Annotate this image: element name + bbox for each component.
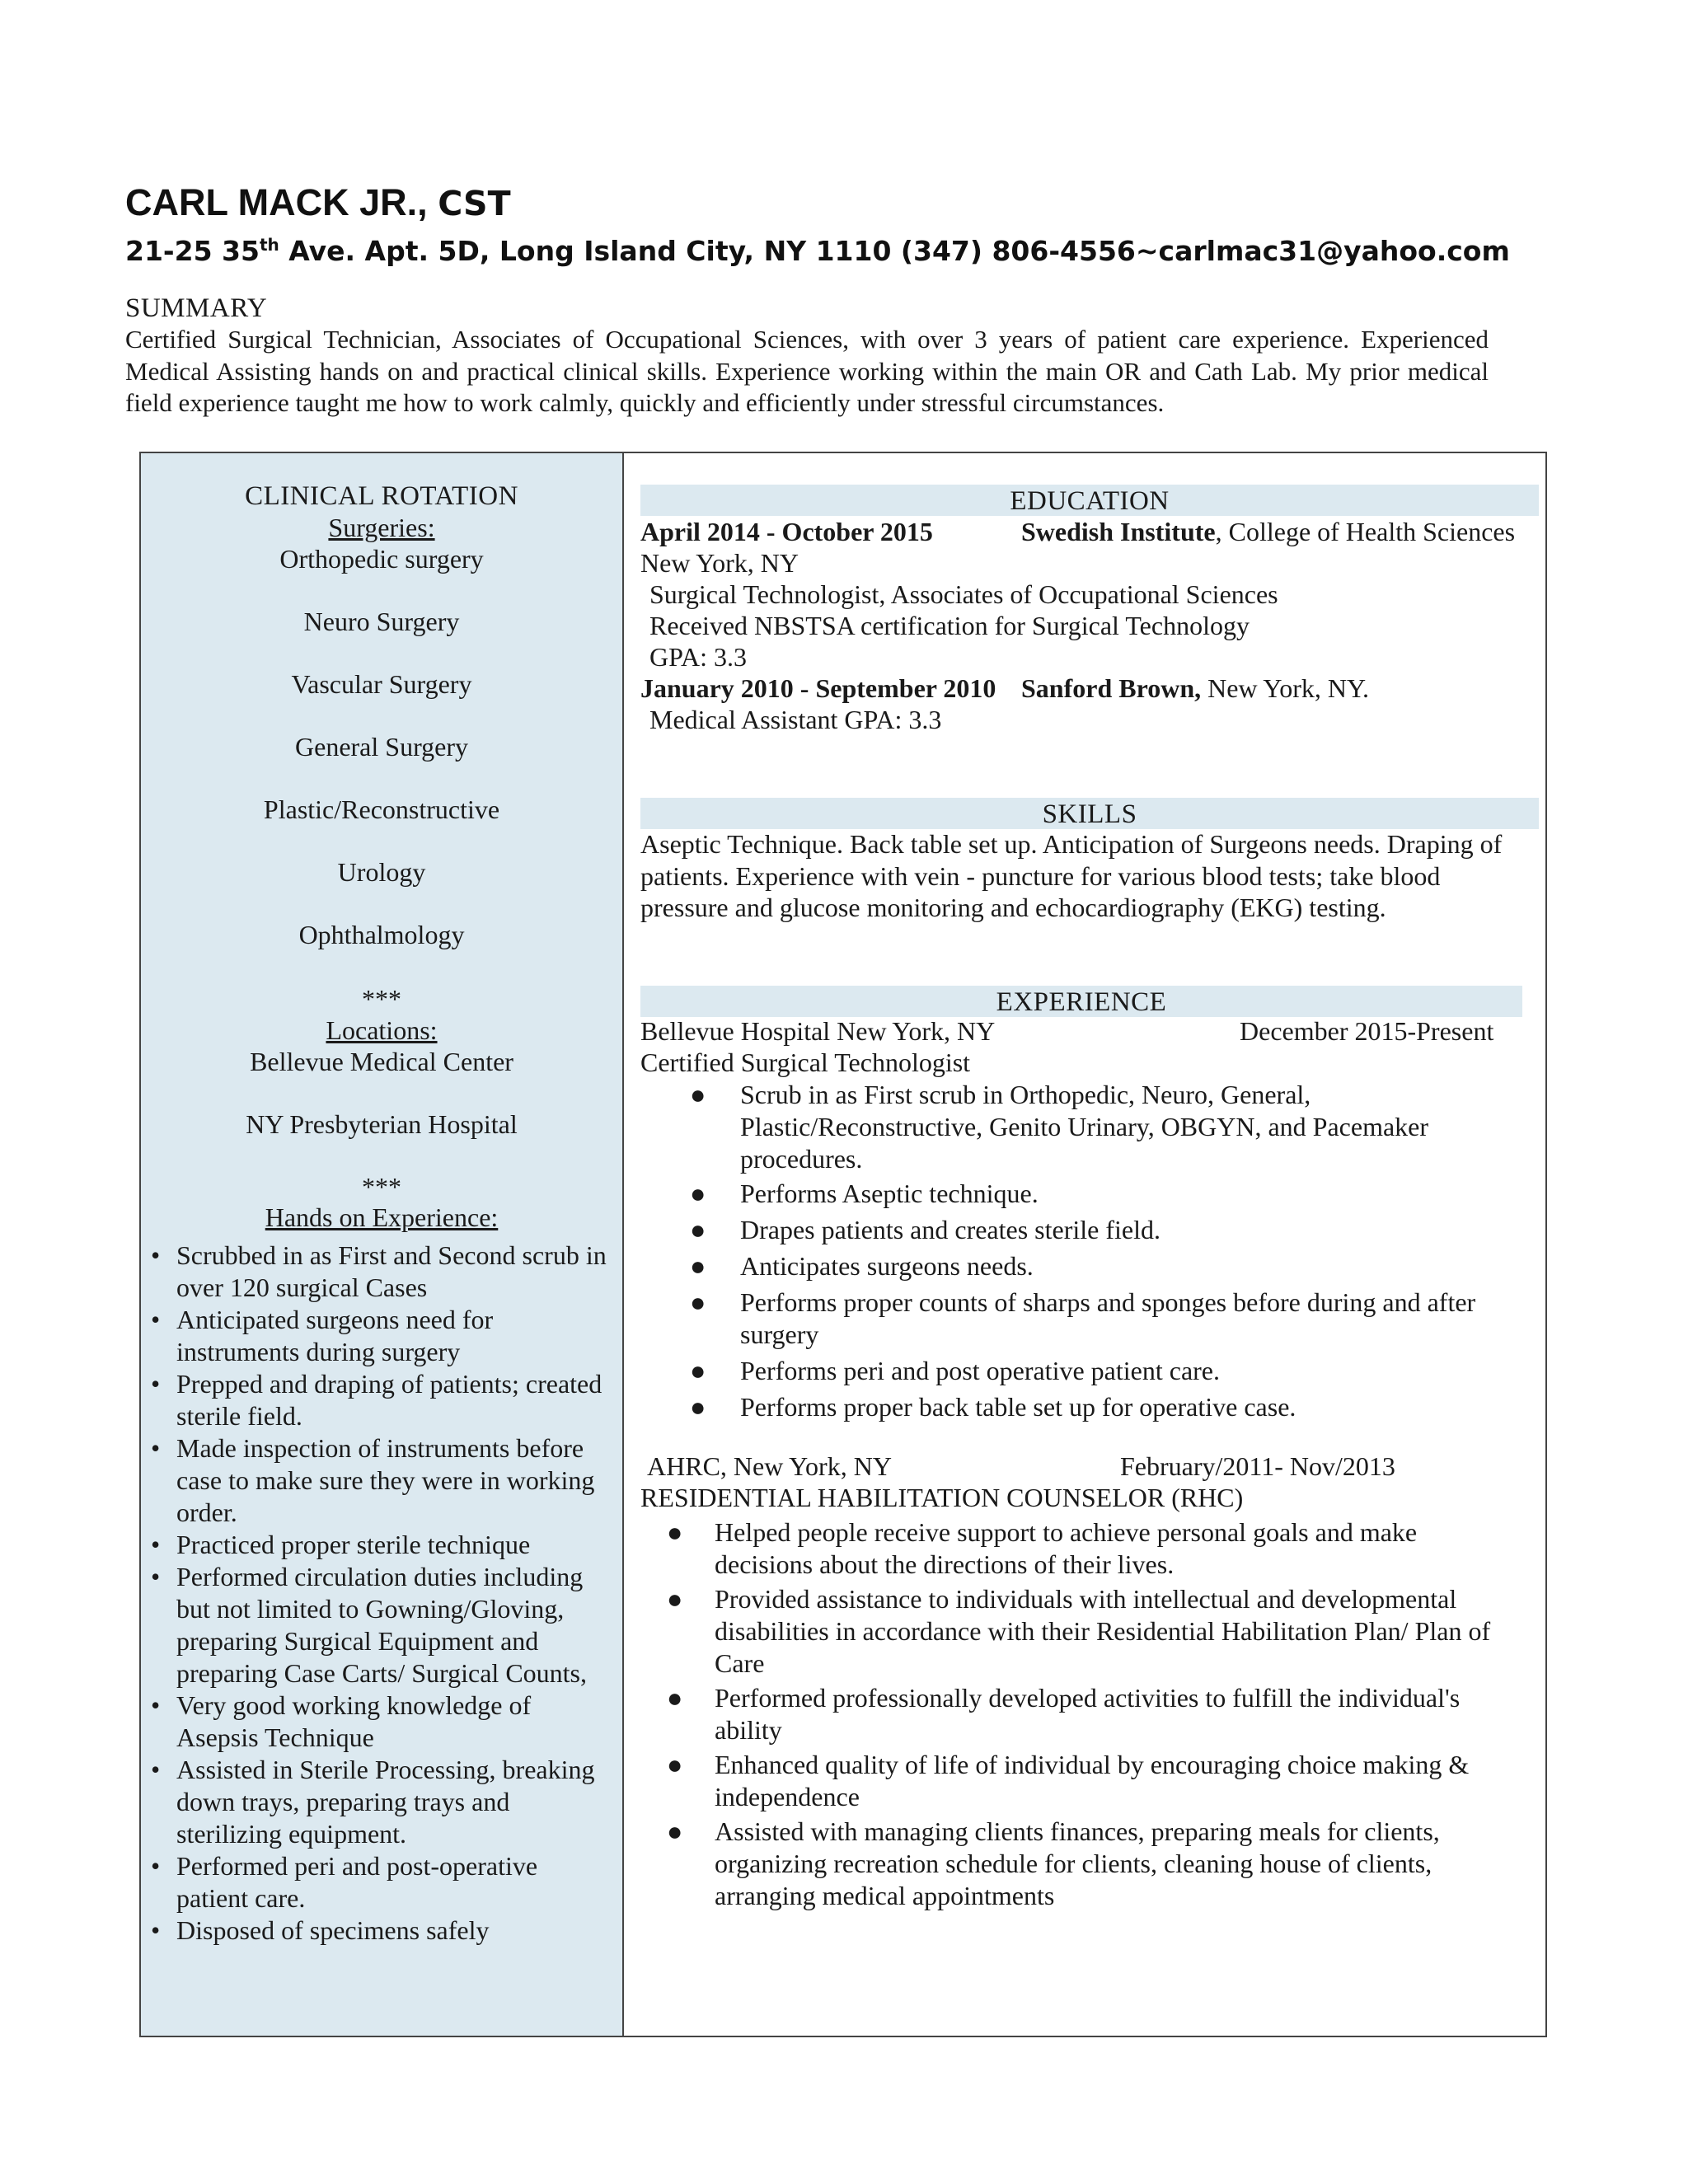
job2-dates: February/2011- Nov/2013 [1120, 1451, 1395, 1481]
education-school-1 [1021, 516, 1515, 548]
address-prefix: 21-25 35 [125, 235, 260, 267]
list-item: • Very good working knowledge of Asepsis Technique [149, 1690, 615, 1754]
bullet-icon: ● [690, 1251, 706, 1281]
education-line: Surgical Technologist, Associates of Occupational Sciences [649, 579, 1278, 609]
duty-text: Scrub in as First scrub in Orthopedic, Neuro, General, Plastic/Reconstructive, Genito Urinary, OBGYN, and Pacemaker procedures. [740, 1080, 1429, 1174]
list-item: • Prepped and draping of patients; created sterile field. [149, 1368, 615, 1432]
school-name: Swedish Institute [1021, 517, 1216, 546]
list-item [640, 1391, 1535, 1423]
education-line: Medical Assistant GPA: 3.3 [649, 705, 942, 734]
clinical-rotation-title: CLINICAL ROTATION [245, 481, 518, 511]
duty-text: Performs proper back table set up for operative case. [740, 1392, 1296, 1422]
list-item [640, 1682, 1518, 1746]
surgery-item: Orthopedic surgery [279, 544, 484, 574]
surgery-item: Ophthalmology [298, 920, 465, 949]
list-item [640, 1286, 1535, 1351]
locations-label: Locations: [326, 1015, 438, 1045]
location-item: Bellevue Medical Center [250, 1047, 513, 1076]
duty-text: Drapes patients and creates sterile field. [740, 1215, 1160, 1244]
name-text: CARL MACK JR., [125, 181, 428, 223]
duty-text: Performs peri and post operative patient care. [740, 1356, 1220, 1385]
list-item [640, 1749, 1518, 1813]
list-item: • Practiced proper sterile technique [149, 1529, 615, 1561]
bullet-icon: ● [667, 1816, 683, 1846]
bullet-icon: ● [667, 1750, 683, 1779]
list-item: • Made inspection of instruments before case to make sure they were in working order. [149, 1432, 615, 1529]
job1-dates: December 2015-Present [1240, 1016, 1494, 1046]
job1-employer: Bellevue Hospital New York, NY [640, 1016, 996, 1046]
bullet-icon: ● [690, 1179, 706, 1208]
skills-heading: SKILLS [640, 798, 1539, 829]
list-item [640, 1816, 1518, 1912]
education-city-1: New York, NY [640, 548, 799, 578]
bullet-icon: ● [690, 1356, 706, 1385]
list-item: • Anticipated surgeons need for instruments during surgery [149, 1304, 615, 1368]
bullet-icon: ● [690, 1392, 706, 1422]
surgery-item: Plastic/Reconstructive [263, 794, 500, 824]
bullet-icon: ● [690, 1215, 706, 1244]
list-item [640, 1583, 1518, 1680]
list-item: • Performed peri and post-operative patient care. [149, 1850, 615, 1915]
education-line: GPA: 3.3 [649, 642, 747, 672]
job1-title: Certified Surgical Technologist [640, 1047, 971, 1077]
duty-text: Assisted with managing clients finances, preparing meals for clients, organizing recreation schedule for clients, cleaning house of clients, arranging medical appointments [715, 1816, 1440, 1910]
list-item: • Scrubbed in as First and Second scrub in over 120 surgical Cases [149, 1240, 615, 1304]
list-item [640, 1214, 1535, 1246]
duty-text: Performs proper counts of sharps and sponges before during and after surgery [740, 1287, 1476, 1349]
education-line: Received NBSTSA certification for Surgical Technology [649, 611, 1250, 640]
address-superscript: th [259, 235, 279, 255]
job1-duties [640, 1079, 1535, 1423]
school-name: Sanford Brown, [1021, 673, 1202, 703]
bullet-icon: ● [690, 1287, 706, 1317]
bullet-icon: ● [667, 1584, 683, 1614]
duty-text: Provided assistance to individuals with intellectual and developmental disabilities in accordance with their Residential Habilitation Plan/ Plan of Care [715, 1584, 1491, 1678]
summary-text: Certified Surgical Technician, Associates of Occupational Sciences, with over 3 years of patient care experience. Experienced Medical Assisting hands on and practical clinical skills. Experience working within the main OR and Cath Lab. My prior medical field experience taught me how to work calmly, quickly and efficiently under stressful circumstances. [125, 325, 1489, 417]
contact-line [125, 226, 1510, 270]
clinical-rotation-column [141, 453, 624, 2036]
job2-title: RESIDENTIAL HABILITATION COUNSELOR (RHC) [640, 1483, 1244, 1512]
bullet-icon: ● [667, 1517, 683, 1547]
list-item: • Performed circulation duties including but not limited to Gowning/Gloving, preparing Surgical Equipment and preparing Case Carts/ Surgical Counts, [149, 1561, 615, 1690]
credential: CST [438, 184, 511, 223]
bullet-icon: ● [667, 1683, 683, 1713]
surgery-item: General Surgery [295, 732, 468, 762]
list-item: • Assisted in Sterile Processing, breaking down trays, preparing trays and sterilizing equipment. [149, 1754, 615, 1850]
duty-text: Anticipates surgeons needs. [740, 1251, 1034, 1281]
address-rest: Ave. Apt. 5D, Long Island City, NY 1110 (347) 806-4556~carlmac31@yahoo.com [279, 235, 1510, 267]
summary-heading: SUMMARY [125, 293, 268, 323]
job2-employer: AHRC, New York, NY [647, 1451, 892, 1481]
education-dates-1: April 2014 - October 2015 [640, 517, 933, 546]
duty-text: Enhanced quality of life of individual by encouraging choice making & independence [715, 1750, 1470, 1811]
duty-text: Performed professionally developed activities to fulfill the individual's ability [715, 1683, 1461, 1745]
hands-on-list [149, 1240, 615, 1947]
school-name-rest: New York, NY. [1201, 673, 1370, 703]
education-school-2 [1021, 673, 1369, 705]
clinical-header-block [141, 480, 622, 543]
list-item [640, 1516, 1518, 1581]
duty-text: Performs Aseptic technique. [740, 1179, 1039, 1208]
surgery-item: Neuro Surgery [303, 607, 460, 636]
list-item [640, 1250, 1535, 1282]
skills-text: Aseptic Technique. Back table set up. Anticipation of Surgeons needs. Draping of patients. Experience with vein - puncture for various blood tests; take blood pressure and glucose monitoring and echocardiography (EKG) testing. [640, 829, 1503, 922]
list-item: • Disposed of specimens safely [149, 1915, 615, 1947]
candidate-name [125, 180, 511, 227]
details-column [640, 453, 1539, 2036]
school-name-rest: , College of Health Sciences [1215, 517, 1516, 546]
surgery-item: Urology [337, 857, 426, 887]
separator-stars: *** [362, 1172, 401, 1202]
duty-text: Helped people receive support to achieve personal goals and make decisions about the directions of their lives. [715, 1517, 1418, 1579]
surgery-item: Vascular Surgery [291, 669, 472, 699]
job2-duties [640, 1516, 1518, 1912]
resume-table [139, 452, 1547, 2037]
list-item [640, 1355, 1535, 1387]
education-heading: EDUCATION [640, 485, 1539, 516]
hands-on-label: Hands on Experience: [265, 1202, 499, 1232]
education-dates-2: January 2010 - September 2010 [640, 673, 996, 703]
separator-stars: *** [362, 984, 401, 1014]
surgeries-label: Surgeries: [328, 513, 435, 542]
list-item [640, 1079, 1535, 1175]
location-item: NY Presbyterian Hospital [246, 1109, 518, 1139]
experience-heading: EXPERIENCE [640, 986, 1522, 1017]
bullet-icon: ● [690, 1080, 706, 1109]
list-item [640, 1178, 1535, 1210]
